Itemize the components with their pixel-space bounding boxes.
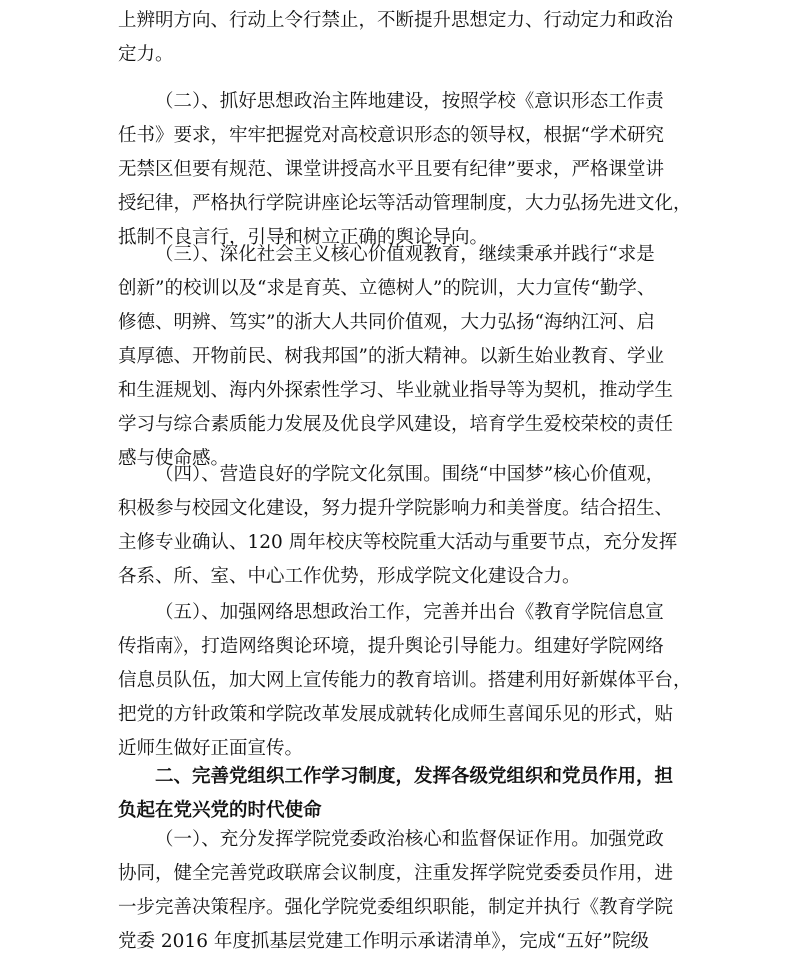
text-line: 信息员队伍，加大网上宣传能力的教育培训。搭建利用好新媒体平台， xyxy=(118,670,692,691)
text-line: 传指南》，打造网络舆论环境，提升舆论引导能力。组建好学院网络 xyxy=(118,636,664,657)
text-line: （二）、抓好思想政治主阵地建设，按照学校《意识形态工作责 xyxy=(155,91,664,112)
text-line: 真厚德、开物前民、树我邦国”的浙大精神。以新生始业教育、学业 xyxy=(118,346,664,367)
paragraph-continuation xyxy=(118,4,688,72)
text-line: 抵制不良言行，引导和树立正确的舆论导向。 xyxy=(118,227,489,248)
text-line: 主修专业确认、120 周年校庆等校院重大活动与重要节点，充分发挥 xyxy=(118,532,678,553)
text-line: （三）、深化社会主义核心价值观教育，继续秉承并践行“求是 xyxy=(155,244,655,265)
text-line: 党委 2016 年度抓基层党建工作明示承诺清单》，完成“五好”院级 xyxy=(118,931,650,952)
heading-line: 二、完善党组织工作学习制度，发挥各级党组织和党员作用，担 xyxy=(155,766,674,787)
text-line: 近师生做好正面宣传。 xyxy=(118,738,304,759)
paragraph-item-2 xyxy=(118,85,692,255)
text-line: （一）、充分发挥学院党委政治核心和监督保证作用。加强党政 xyxy=(155,829,664,850)
paragraph-item-5 xyxy=(118,596,692,766)
paragraph-item-4 xyxy=(118,458,688,594)
text-line: 一步完善决策程序。强化学院党委组织职能，制定并执行《教育学院 xyxy=(118,897,674,918)
text-line: 感与使命感。 xyxy=(118,448,230,469)
heading-line: 负起在党兴党的时代使命 xyxy=(118,800,322,821)
text-line: 积极参与校园文化建设，努力提升学院影响力和美誉度。结合招生、 xyxy=(118,498,674,519)
text-line: 无禁区但要有规范、课堂讲授高水平且要有纪律”要求，严格课堂讲 xyxy=(118,159,664,180)
text-line: 任书》要求，牢牢把握党对高校意识形态的领导权，根据“学术研究 xyxy=(118,125,664,146)
text-line: 协同，健全完善党政联席会议制度，注重发挥学院党委委员作用，进 xyxy=(118,863,674,884)
text-line: （四）、营造良好的学院文化氛围。围绕“中国梦”核心价值观， xyxy=(155,464,665,485)
text-line: 各系、所、室、中心工作优势，形成学院文化建设合力。 xyxy=(118,566,581,587)
text-line: 上辨明方向、行动上令行禁止，不断提升思想定力、行动定力和政治 xyxy=(118,10,674,31)
text-line: 和生涯规划、海内外探索性学习、毕业就业指导等为契机，推动学生 xyxy=(118,380,674,401)
section-heading xyxy=(118,760,688,828)
text-line: （五）、加强网络思想政治工作，完善并出台《教育学院信息宣 xyxy=(155,602,664,623)
text-line: 学习与综合素质能力发展及优良学风建设，培育学生爱校荣校的责任 xyxy=(118,414,674,435)
text-line: 授纪律，严格执行学院讲座论坛等活动管理制度，大力弘扬先进文化， xyxy=(118,193,692,214)
text-line: 把党的方针政策和学院改革发展成就转化成师生喜闻乐见的形式，贴 xyxy=(118,704,674,725)
text-line: 创新”的校训以及“求是育英、立德树人”的院训，大力宣传“勤学、 xyxy=(118,278,656,299)
paragraph-item-6 xyxy=(118,823,688,959)
paragraph-item-3 xyxy=(118,238,688,476)
text-line: 定力。 xyxy=(118,44,174,65)
text-line: 修德、明辨、笃实”的浙大人共同价值观，大力弘扬“海纳江河、启 xyxy=(118,312,655,333)
